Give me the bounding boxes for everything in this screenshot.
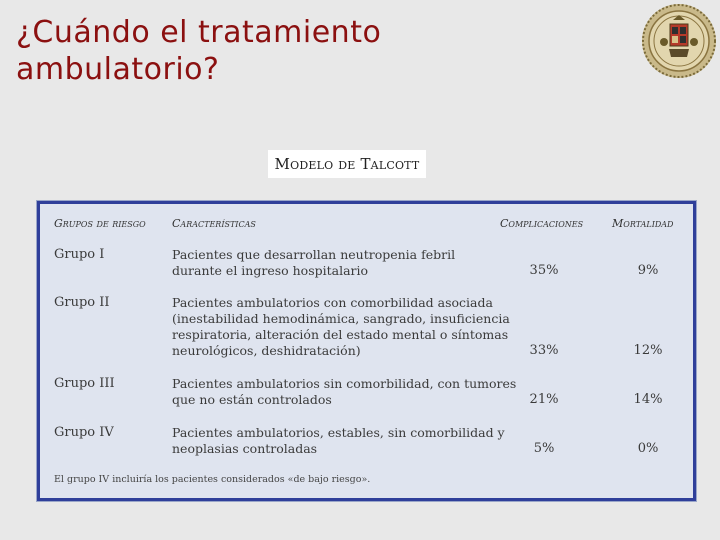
table-caption: Modelo de Talcott <box>268 150 426 178</box>
slide-title <box>16 14 576 88</box>
header-group: Grupos de riesgo <box>54 217 146 230</box>
row-mortality: 12% <box>633 343 663 358</box>
row-group-label: Grupo II <box>54 295 110 310</box>
row-mortality: 14% <box>633 392 663 407</box>
description-line: respiratoria, alteración del estado mental o síntomas <box>172 327 509 342</box>
row-description <box>172 376 516 408</box>
row-mortality: 9% <box>637 263 659 278</box>
description-line: durante el ingreso hospitalario <box>172 263 369 278</box>
description-line: (inestabilidad hemodinámica, sangrado, insuficiencia <box>172 311 510 326</box>
description-line: Pacientes ambulatorios con comorbilidad asociada <box>172 295 493 310</box>
talcott-table <box>37 201 696 501</box>
row-description <box>172 247 455 279</box>
row-group-label: Grupo I <box>54 247 105 262</box>
description-line: que no están controlados <box>172 392 332 407</box>
header-characteristics: Características <box>172 217 256 230</box>
row-description <box>172 425 505 457</box>
row-group-label: Grupo III <box>54 376 115 391</box>
row-complications: 5% <box>533 441 555 456</box>
description-line: Pacientes ambulatorios sin comorbilidad, con tumores <box>172 376 517 391</box>
row-complications: 21% <box>529 392 559 407</box>
description-line: neoplasias controladas <box>172 441 318 456</box>
table-footnote: El grupo IV incluiría los pacientes considerados «de bajo riesgo». <box>54 474 371 485</box>
description-line: neurológicos, deshidratación) <box>172 343 361 358</box>
university-seal-icon <box>640 2 718 80</box>
description-line: Pacientes ambulatorios, estables, sin comorbilidad y <box>172 425 505 440</box>
row-complications: 33% <box>529 343 559 358</box>
row-group-label: Grupo IV <box>54 425 114 440</box>
description-line: Pacientes que desarrollan neutropenia febril <box>172 247 456 262</box>
header-complications: Complicaciones <box>500 217 584 230</box>
slide-title-line-1: ¿Cuándo el tratamiento <box>16 15 382 50</box>
row-mortality: 0% <box>637 441 659 456</box>
header-mortality: Mortalidad <box>612 217 674 230</box>
slide-title-line-2: ambulatorio? <box>16 52 220 87</box>
row-description <box>172 295 510 359</box>
row-complications: 35% <box>529 263 559 278</box>
